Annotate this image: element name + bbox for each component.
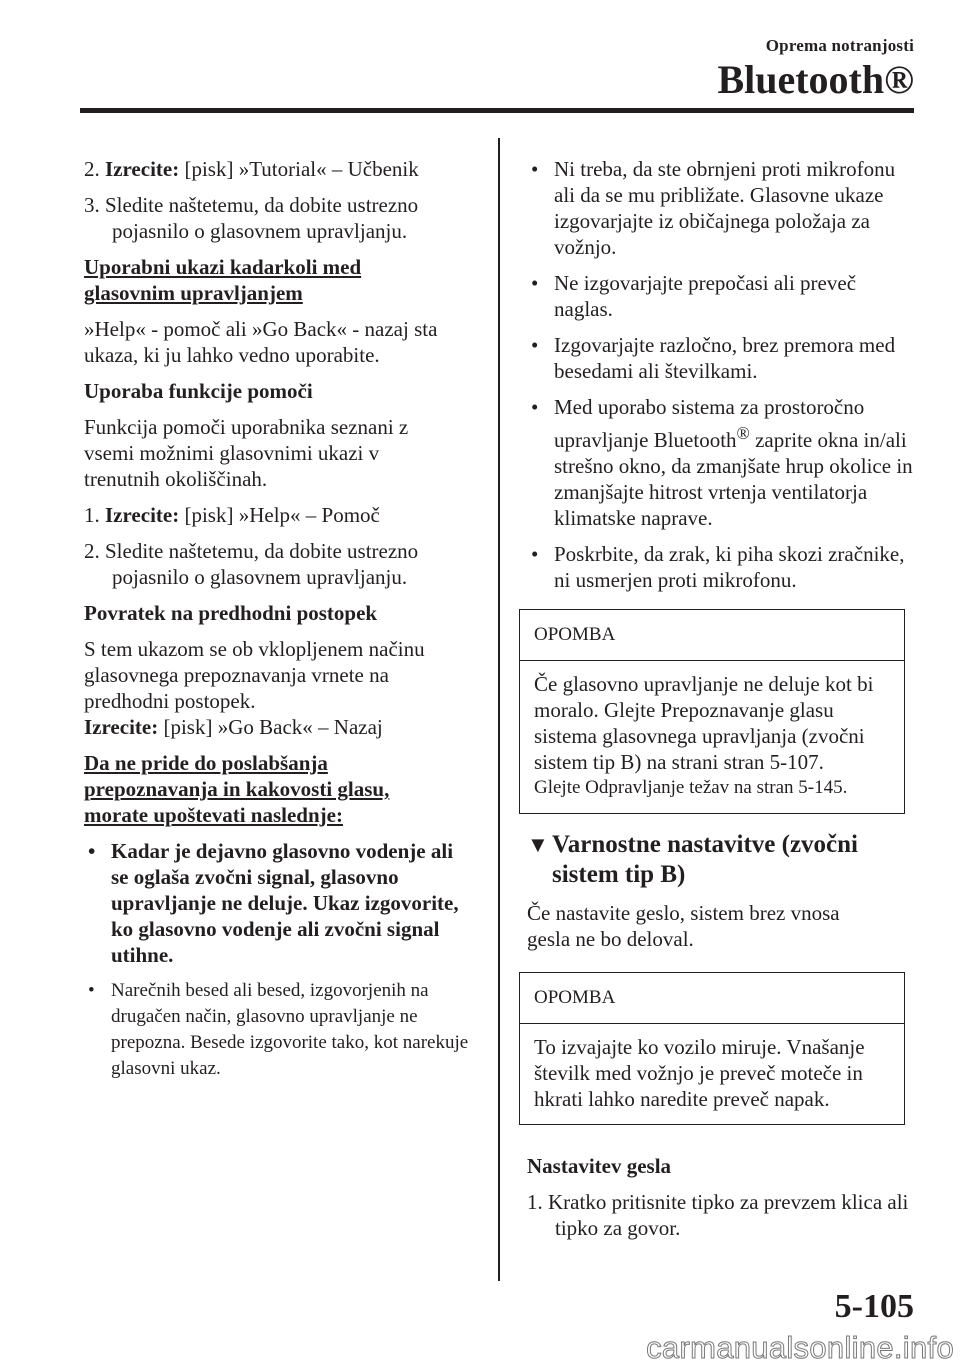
- note-text: Če glasovno upravljanje ne deluje kot bi moralo. Glejte Prepoznavanje glasu sistema glasovnega upravljanja (zvočni sistem tip B) na strani stran 5-107.: [534, 672, 874, 774]
- bullet-4: • Ne izgovarjajte prepočasi ali preveč naglas.: [531, 271, 857, 321]
- back-command: Izrecite: [pisk] »Go Back« – Nazaj: [84, 715, 383, 739]
- column-divider: [498, 138, 500, 1281]
- page-number: 5-105: [834, 1288, 914, 1325]
- bullet-3: • Ni treba, da ste obrnjeni proti mikrofonu ali da se mu približate. Glasovne ukaze izgovarjajte iz običajnega položaja za vožnjo.: [531, 157, 896, 259]
- step-3: 3. Sledite naštetemu, da dobite ustrezno pojasnilo o glasovnem upravljanju.: [84, 193, 419, 243]
- bullet-6: • Med uporabo sistema za prostoročno upravljanje Bluetooth® zaprite okna in/ali strešno okno, da zmanjšate hrup okolice in zmanjšajte hitrost vrtenja ventilatorja klimatske naprave.: [531, 395, 913, 530]
- help-step-1: 1. Izrecite: [pisk] »Help« – Pomoč: [84, 503, 380, 527]
- page-title: Bluetooth®: [717, 57, 914, 102]
- section-title: ▼ Varnostne nastavitve (zvočni sistem tip B): [527, 831, 859, 888]
- watermark: carmanualsonline.info: [646, 1330, 954, 1365]
- right-column: [527, 156, 917, 1241]
- always-text: »Help« - pomoč ali »Go Back« - nazaj sta ukaza, ki ju lahko vedno uporabite.: [84, 317, 438, 367]
- note-heading: OPOMBA: [520, 973, 904, 1024]
- back-text: S tem ukazom se ob vklopljenem načinu glasovnega prepoznavanja vrnete na predhodni postopek.: [84, 637, 425, 713]
- section-text: Če nastavite geslo, sistem brez vnosa gesla ne bo deloval.: [527, 901, 840, 951]
- back-heading: Povratek na predhodni postopek: [84, 601, 378, 625]
- note-text-2: Glejte Odpravljanje težav na stran 5-145.: [534, 777, 848, 798]
- note-text: To izvajajte ko vozilo miruje. Vnašanje številk med vožnjo je preveč moteče in hkrati lahko naredite preveč napak.: [534, 1035, 865, 1111]
- note-heading: OPOMBA: [520, 610, 904, 661]
- always-heading: Uporabni ukazi kadarkoli med glasovnim upravljanjem: [84, 255, 362, 305]
- password-heading: Nastavitev gesla: [527, 1154, 672, 1178]
- triangle-marker-icon: ▼: [527, 832, 549, 857]
- bullet-2: • Narečnih besed ali besed, izgovorjenih na drugačen način, glasovno upravljanje ne prepozna. Besede izgovorite tako, kot narekuje glasovni ukaz.: [88, 980, 469, 1079]
- note-box-2: [519, 972, 905, 1125]
- header-rule: [80, 108, 914, 113]
- help-text: Funkcija pomoči uporabnika seznani z vsemi možnimi glasovnimi ukazi v trenutnih okoliščinah.: [84, 415, 409, 491]
- bullet-7: • Poskrbite, da zrak, ki piha skozi zračnike, ni usmerjen proti mikrofonu.: [531, 542, 905, 592]
- help-heading: Uporaba funkcije pomoči: [84, 379, 313, 403]
- bullet-5: • Izgovarjajte razločno, brez premora med besedami ali številkami.: [531, 333, 896, 383]
- note-box-1: [519, 609, 905, 814]
- tips-heading: Da ne pride do poslabšanja prepoznavanja in kakovosti glasu, morate upoštevati naslednje:: [84, 751, 390, 827]
- password-step-1: 1. Kratko pritisnite tipko za prevzem klica ali tipko za govor.: [527, 1190, 909, 1240]
- step-2: 2. Izrecite: [pisk] »Tutorial« – Učbenik: [84, 157, 419, 181]
- bullet-1: • Kadar je dejavno glasovno vodenje ali se oglaša zvočni signal, glasovno upravljanje ne deluje. Ukaz izgovorite, ko glasovno vodenje ali zvočni signal utihne.: [88, 839, 459, 967]
- help-step-2: 2. Sledite naštetemu, da dobite ustrezno pojasnilo o glasovnem upravljanju.: [84, 539, 419, 589]
- left-column: [84, 156, 474, 1082]
- header-section: Oprema notranjosti: [765, 36, 914, 55]
